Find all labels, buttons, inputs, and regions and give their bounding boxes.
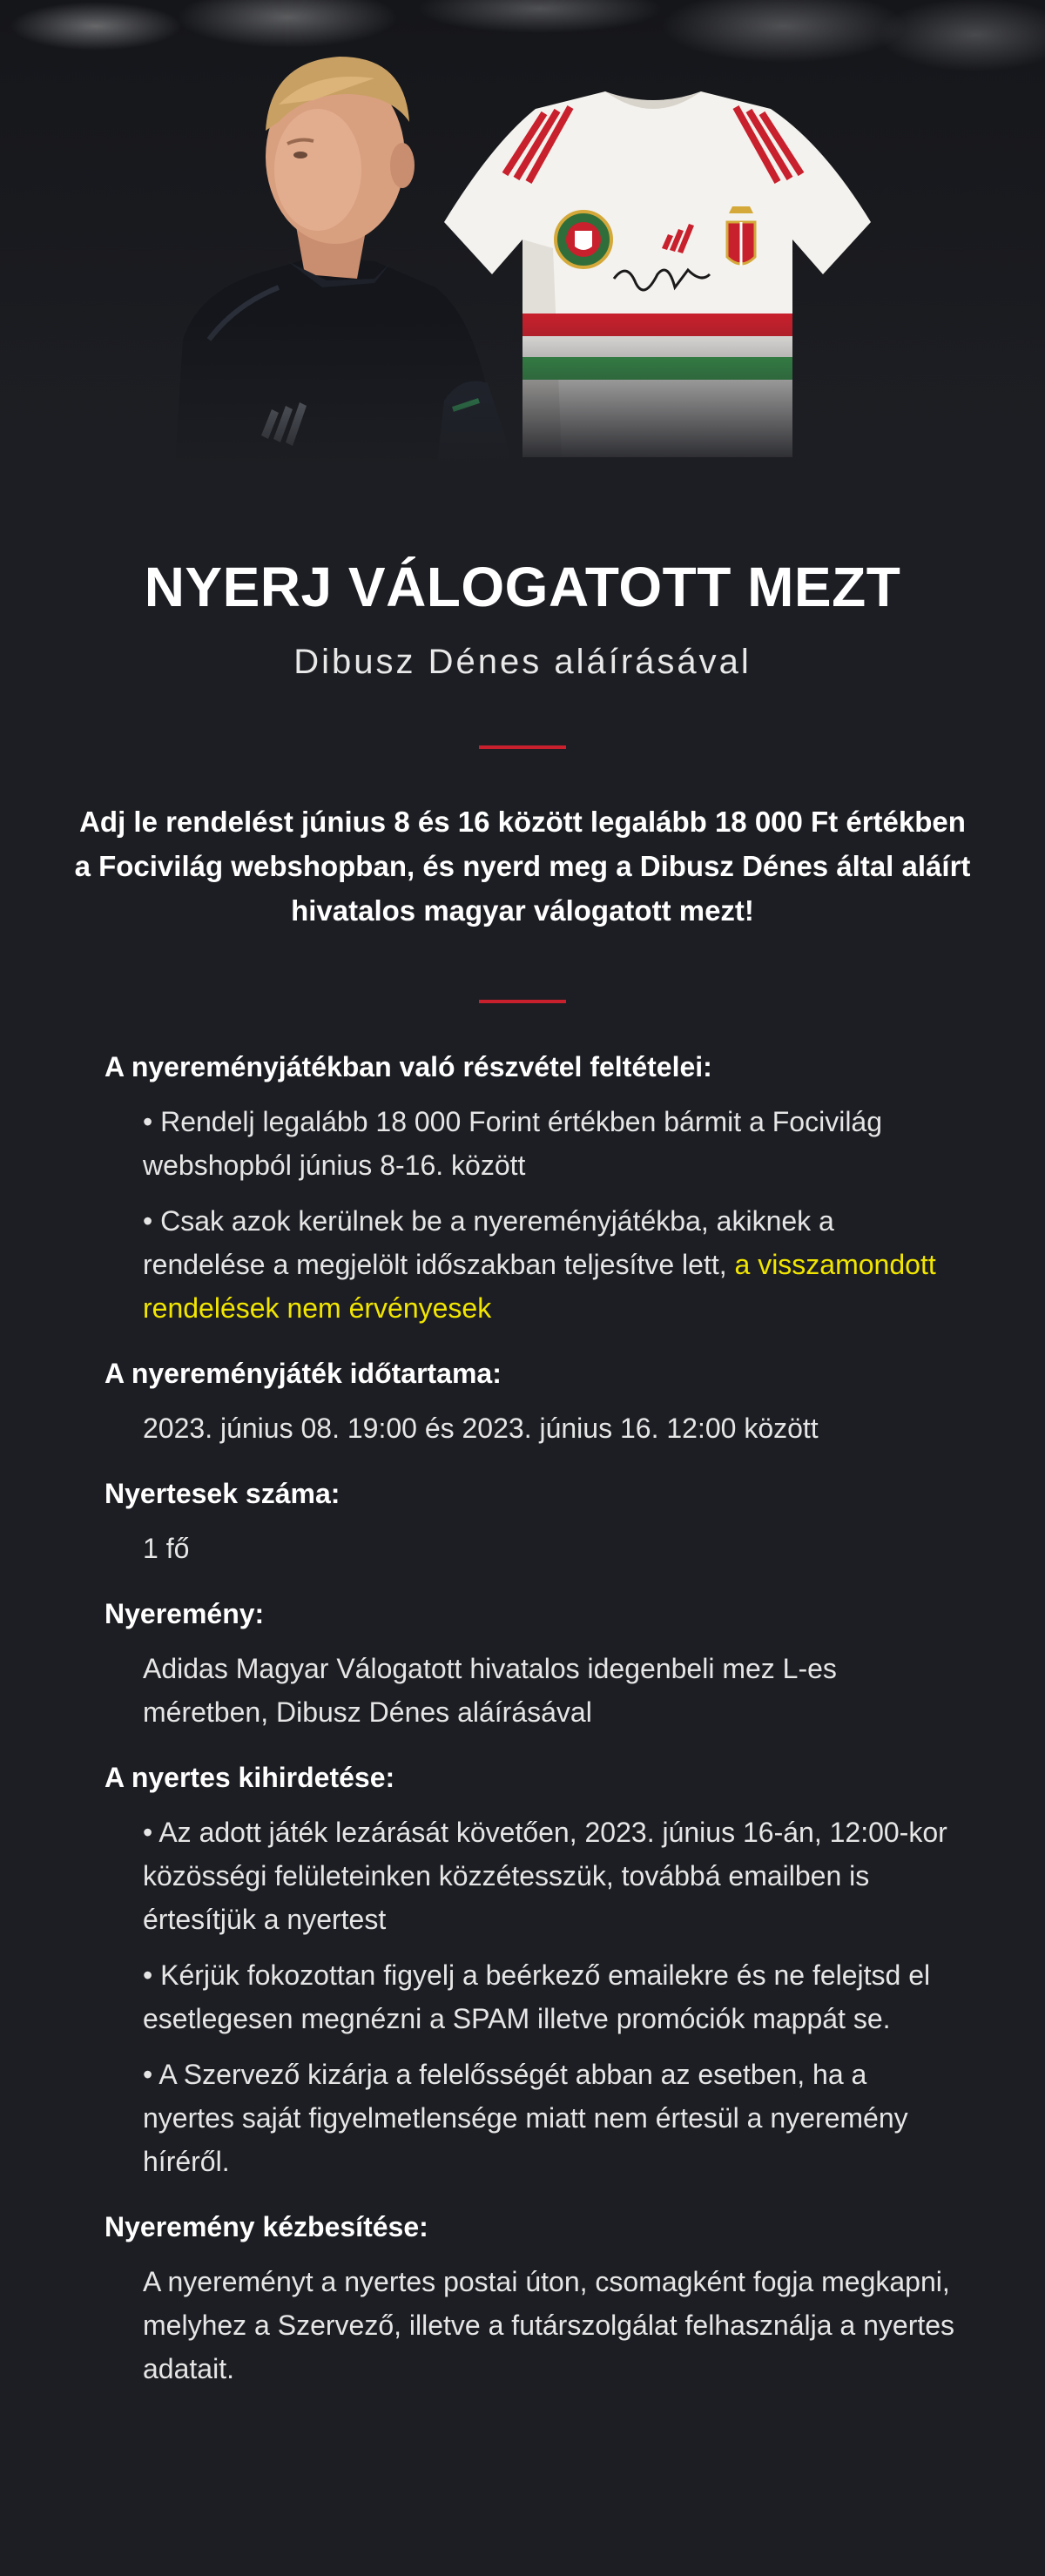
conditions-list xyxy=(143,1100,958,1330)
delivery-heading: Nyeremény kézbesítése: xyxy=(104,2211,428,2242)
duration-heading: A nyereményjáték időtartama: xyxy=(104,1358,502,1389)
rules-content xyxy=(104,1049,958,2417)
conditions-item-highlight: a visszamondott rendelések nem érvényesek xyxy=(143,1249,936,1324)
prize-text: Adidas Magyar Válogatott hivatalos idegenbeli mez L-es méretben, Dibusz Dénes aláírásával xyxy=(143,1653,837,1728)
winners-heading: Nyertesek száma: xyxy=(104,1478,340,1509)
duration-text: 2023. június 08. 19:00 és 2023. június 16. 12:00 között xyxy=(143,1413,819,1444)
hero-banner xyxy=(0,0,1045,488)
conditions-item-text: • Csak azok kerülnek be a nyereményjátékba, akiknek a rendelése a megjelölt időszakban teljesítve lett, xyxy=(143,1205,834,1280)
announcement-item: • A Szervező kizárja a felelősségét abban az esetben, ha a nyertes saját figyelmetlensége miatt nem értesül a nyeremény híréről. xyxy=(143,2059,908,2177)
winners-text: 1 fő xyxy=(143,1533,190,1564)
prize-heading: Nyeremény: xyxy=(104,1598,265,1629)
page-subtitle: Dibusz Dénes aláírásával xyxy=(293,643,752,681)
winners-body xyxy=(143,1527,958,1570)
announcement-list xyxy=(143,1811,958,2183)
delivery-text: A nyereményt a nyertes postai úton, csomagként fogja megkapni, melyhez a Szervező, illetve a futárszolgálat felhasználja a nyertes adatait. xyxy=(143,2266,955,2384)
divider-top xyxy=(479,745,566,749)
duration-body xyxy=(143,1406,958,1450)
intro-text: Adj le rendelést június 8 és 16 között legalább 18 000 Ft értékben a Focivilág webshopban, és nyerd meg a Dibusz Dénes által aláírt hivatalos magyar válogatott mezt! xyxy=(74,806,971,927)
delivery-body xyxy=(143,2260,958,2391)
announcement-item: • Kérjük fokozottan figyelj a beérkező emailekre és ne felejtsd el esetlegesen megnézni a SPAM illetve promóciók mappát se. xyxy=(143,1959,931,2034)
announcement-item: • Az adott játék lezárását követően, 2023. június 16-án, 12:00-kor közösségi felületeinken közzétesszük, továbbá emailben is értesítjük a nyertest xyxy=(143,1817,947,1935)
prize-body xyxy=(143,1647,958,1734)
conditions-heading: A nyereményjátékban való részvétel feltételei: xyxy=(104,1051,712,1082)
divider-bottom xyxy=(479,1000,566,1003)
conditions-item: • Rendelj legalább 18 000 Forint értékben bármit a Focivilág webshopból június 8-16. között xyxy=(143,1106,883,1181)
conditions-item xyxy=(143,1199,958,1330)
announcement-heading: A nyertes kihirdetése: xyxy=(104,1762,395,1793)
page-title: NYERJ VÁLOGATOTT MEZT xyxy=(144,556,901,618)
hero-fade-overlay xyxy=(0,314,1045,488)
